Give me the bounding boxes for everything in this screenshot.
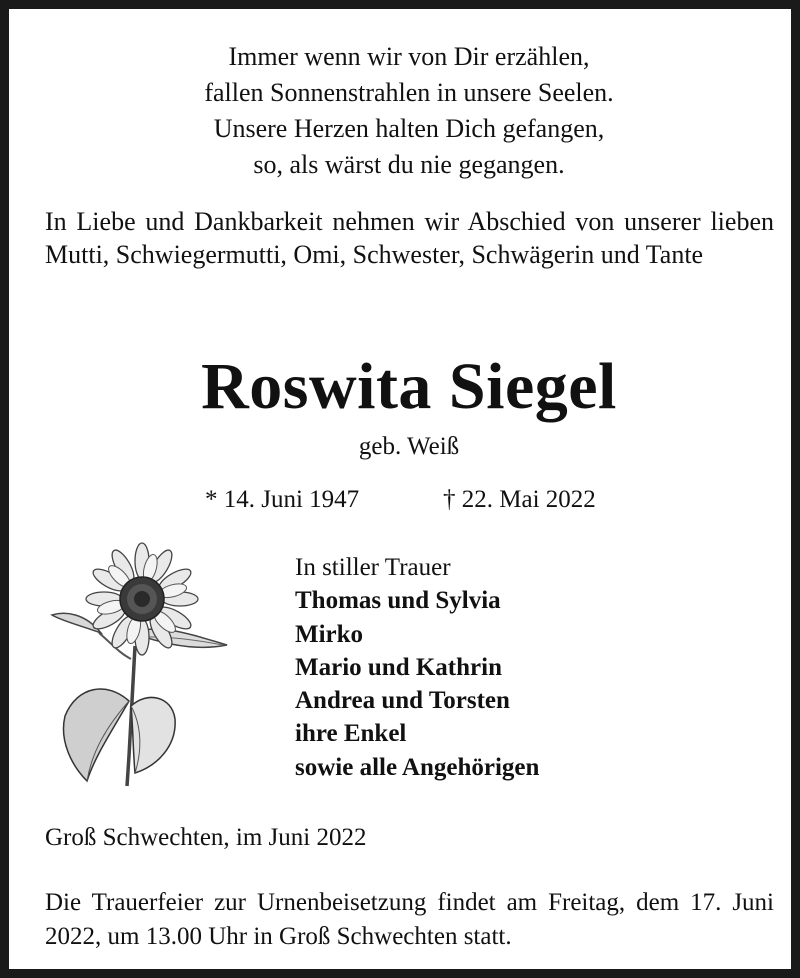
birth-date: * 14. Juni 1947: [205, 486, 360, 513]
place-and-date: Groß Schwechten, im Juni 2022: [45, 824, 367, 851]
mourner-name: Thomas und Sylvia: [295, 587, 501, 615]
sunflower-icon: [47, 541, 247, 791]
mourner-name: Andrea und Torsten: [295, 687, 510, 715]
mourners-list: [295, 551, 539, 784]
funeral-notice: Die Trauerfeier zur Urnenbeisetzung findet am Freitag, dem 17. Juni 2022, um 13.00 Uhr in Groß Schwechten statt.: [45, 889, 774, 950]
mourner-name: sowie alle Angehörigen: [295, 753, 540, 781]
poem-line: Immer wenn wir von Dir erzählen,: [228, 42, 590, 71]
mourner-name: ihre Enkel: [295, 720, 407, 748]
mourner-name: Mario und Kathrin: [295, 653, 502, 681]
poem-line: so, als wärst du nie gegangen.: [253, 150, 565, 179]
mourners-heading: In stiller Trauer: [295, 554, 451, 581]
poem-line: fallen Sonnenstrahlen in unsere Seelen.: [204, 78, 614, 107]
mourner-name: Mirko: [295, 620, 364, 648]
death-date: † 22. Mai 2022: [443, 486, 596, 513]
deceased-name: Roswita Siegel: [201, 350, 617, 423]
poem-line: Unsere Herzen halten Dich gefangen,: [213, 114, 605, 143]
birth-name: geb. Weiß: [358, 433, 460, 460]
farewell-text: In Liebe und Dankbarkeit nehmen wir Abschied von unserer lieben Mutti, Schwiegermutti, Omi, Schwester, Schwägerin und Tante: [45, 207, 774, 269]
memorial-poem: [9, 39, 800, 183]
